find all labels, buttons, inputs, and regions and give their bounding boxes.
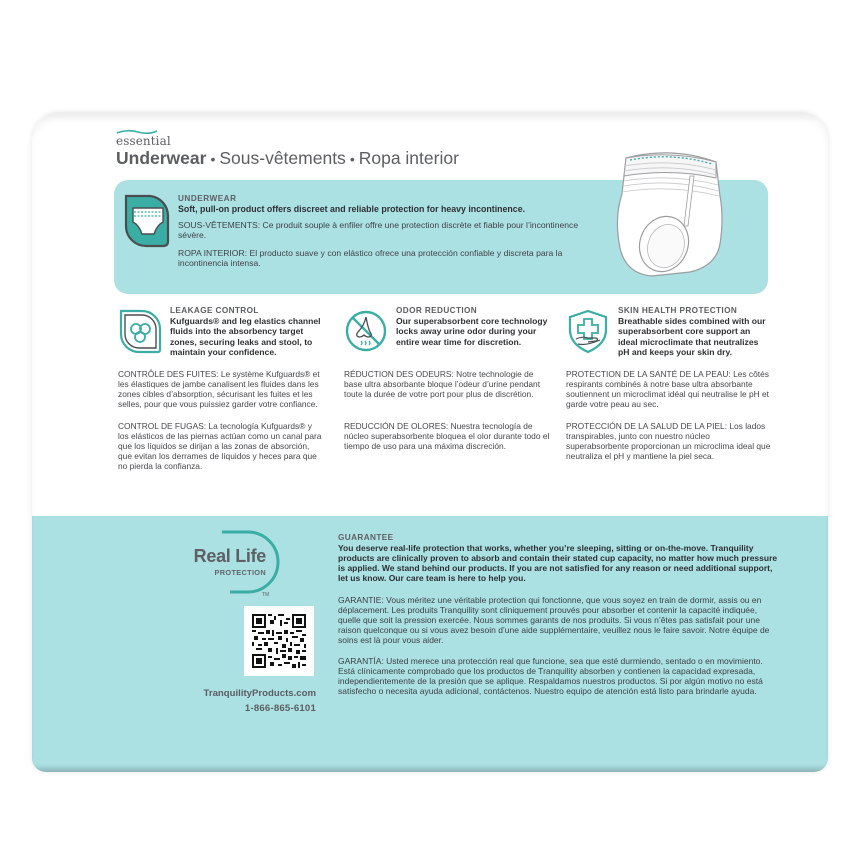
features-section — [118, 306, 778, 506]
guarantee-french: GARANTIE: Vous méritez une véritable protection qui fonctionne, que vous soyez en train de dormir, assis ou en déplacement. Les produits Tranquility sont cliniquement prouvés pour absorber et contenir la capacité indiquée, quelle que soit la pression exercée. Nous sommes garants de nos produits. Si vous n’êtes pas satisfait pour une raison quelconque ou si vous avez besoin d’une aide supplémentaire, veuillez nous le faire savoir. Notre équipe de soins est là pour vous aider. — [338, 595, 770, 645]
feature-lead: Breathable sides combined with our superabsorbent core support an ideal microclimate that neutralizes pH and keeps your skin dry. — [618, 316, 766, 357]
logo-trademark: TM — [262, 592, 270, 598]
hero-description — [178, 194, 598, 276]
feature-odor-reduction — [344, 306, 550, 463]
phone-number[interactable]: 1-866-865-6101 — [244, 703, 316, 714]
feature-label: LEAKAGE CONTROL — [170, 306, 259, 315]
guarantee-spanish: GARANTÍA: Usted merece una protección real que funcione, sea que esté durmiendo, sentado o en movimiento. Está clínicamente comprobado que los productos de Tranquility absorben y contienen la capacidad expresada, independientemente de la presión que se aplique. Respaldamos nuestros productos. Si por algún motivo no está satisfecho o necesita ayuda adicional, contáctenos. Nuestro equipo de atención está listo para brindarle ayuda. — [338, 656, 763, 696]
qr-code[interactable] — [244, 606, 314, 676]
hero-label: UNDERWEAR — [178, 194, 237, 203]
feature-head — [170, 306, 324, 357]
hero-spanish: ROPA INTERIOR: El producto suave y con elástico ofrece una protección confiable y discreta para la incontinencia intensa. — [178, 248, 563, 268]
feature-lead: Kufguards® and leg elastics channel fluids into the absorbency target zones, securing leaks and stool, to maintain your confidence. — [170, 316, 321, 357]
logo-real-life: Real Life — [193, 546, 266, 566]
feature-label: ODOR REDUCTION — [396, 306, 478, 315]
guarantee-section — [32, 516, 828, 772]
feature-french: CONTRÔLE DES FUITES: Le système Kufguards® et les élastiques de jambe canalisent les fluides dans les zones cibles d’absorption, sécurisant les fuites et les selles, pour que vous puissiez garder votre confiance. — [118, 369, 320, 410]
guarantee-lead: You deserve real-life protection that works, whether you’re sleeping, sitting or on-the-move. Tranquility products are clinically proven to absorb and contain their stated cup capacity, no matter how much pressure is applied. We stand behind our products. If you are not satisfied for any reason or need additional support, let us know. Our care team is here to help you. — [338, 543, 778, 583]
feature-translations — [118, 369, 324, 471]
title-spanish: Ropa interior — [358, 148, 459, 168]
brand-logo — [116, 132, 171, 148]
logo-protection: PROTECTION — [214, 568, 266, 577]
feature-translations — [566, 369, 772, 461]
hero-french: SOUS-VÊTEMENTS: Ce produit souple à enfiler offre une protection discrète et fiable pour l’incontinence sévère. — [178, 220, 579, 240]
brand-name: essential — [116, 134, 171, 148]
feature-head — [618, 306, 772, 357]
website-link[interactable]: TranquilityProducts.com — [203, 688, 316, 699]
guarantee-text — [338, 533, 778, 707]
title-french: Sous-vêtements — [219, 148, 346, 168]
feature-head — [396, 306, 550, 347]
title-english: Underwear — [116, 148, 207, 168]
hero-lead: Soft, pull-on product offers discreet and reliable protection for heavy incontinence. — [178, 204, 526, 214]
package-back-panel — [32, 112, 828, 772]
feature-french: RÉDUCTION DES ODEURS: Notre technologie de base ultra absorbante bloque l’odeur d’urine pendant toute la durée de votre port pour plus de discrétion. — [344, 368, 541, 399]
skin-shield-cross-icon — [566, 308, 610, 354]
feature-spanish: CONTROL DE FUGAS: La tecnología Kufguards® y los elásticos de las piernas actúan como un canal para que los líquidos se dirijan a las zonas de absorción, que evitan los derrames de líquidos y heces para que no pierda la confianza. — [118, 421, 322, 472]
feature-spanish: PROTECCIÓN DE LA SALUD DE LA PIEL: Los lados transpirables, junto con nuestro núcleo superabsorbente proporcionan un microclima ideal que neutraliza el pH y mantiene la piel seca. — [566, 421, 771, 462]
feature-spanish: REDUCCIÓN DE OLORES: Nuestra tecnología de núcleo superabsorbente bloquea el olor durante todo el tiempo de uso para una máxima discreción. — [344, 420, 550, 451]
brand-swoosh-icon — [116, 129, 158, 135]
leakage-droplets-icon — [118, 308, 162, 354]
feature-translations — [344, 369, 550, 451]
feature-label: SKIN HEALTH PROTECTION — [618, 306, 738, 315]
real-life-protection-logo — [170, 528, 290, 598]
feature-skin-health — [566, 306, 772, 473]
title-separator: • — [210, 151, 216, 167]
guarantee-label: GUARANTEE — [338, 533, 394, 542]
feature-lead: Our superabsorbent core technology locks away urine odor during your entire wear time for discretion. — [396, 316, 548, 347]
feature-leakage-control — [118, 306, 324, 483]
pull-on-underwear-illustration — [612, 148, 732, 278]
odor-nose-crossed-icon — [344, 308, 388, 354]
product-title — [116, 148, 459, 169]
qr-code-icon — [252, 614, 306, 668]
title-separator: • — [349, 151, 355, 167]
feature-french: PROTECTION DE LA SANTÉ DE LA PEAU: Les côtés respirants combinés à notre base ultra absorbante soutiennent un microclimat idéal qui neutralise le pH et garde votre peau au sec. — [566, 369, 769, 410]
underwear-icon — [122, 192, 172, 248]
